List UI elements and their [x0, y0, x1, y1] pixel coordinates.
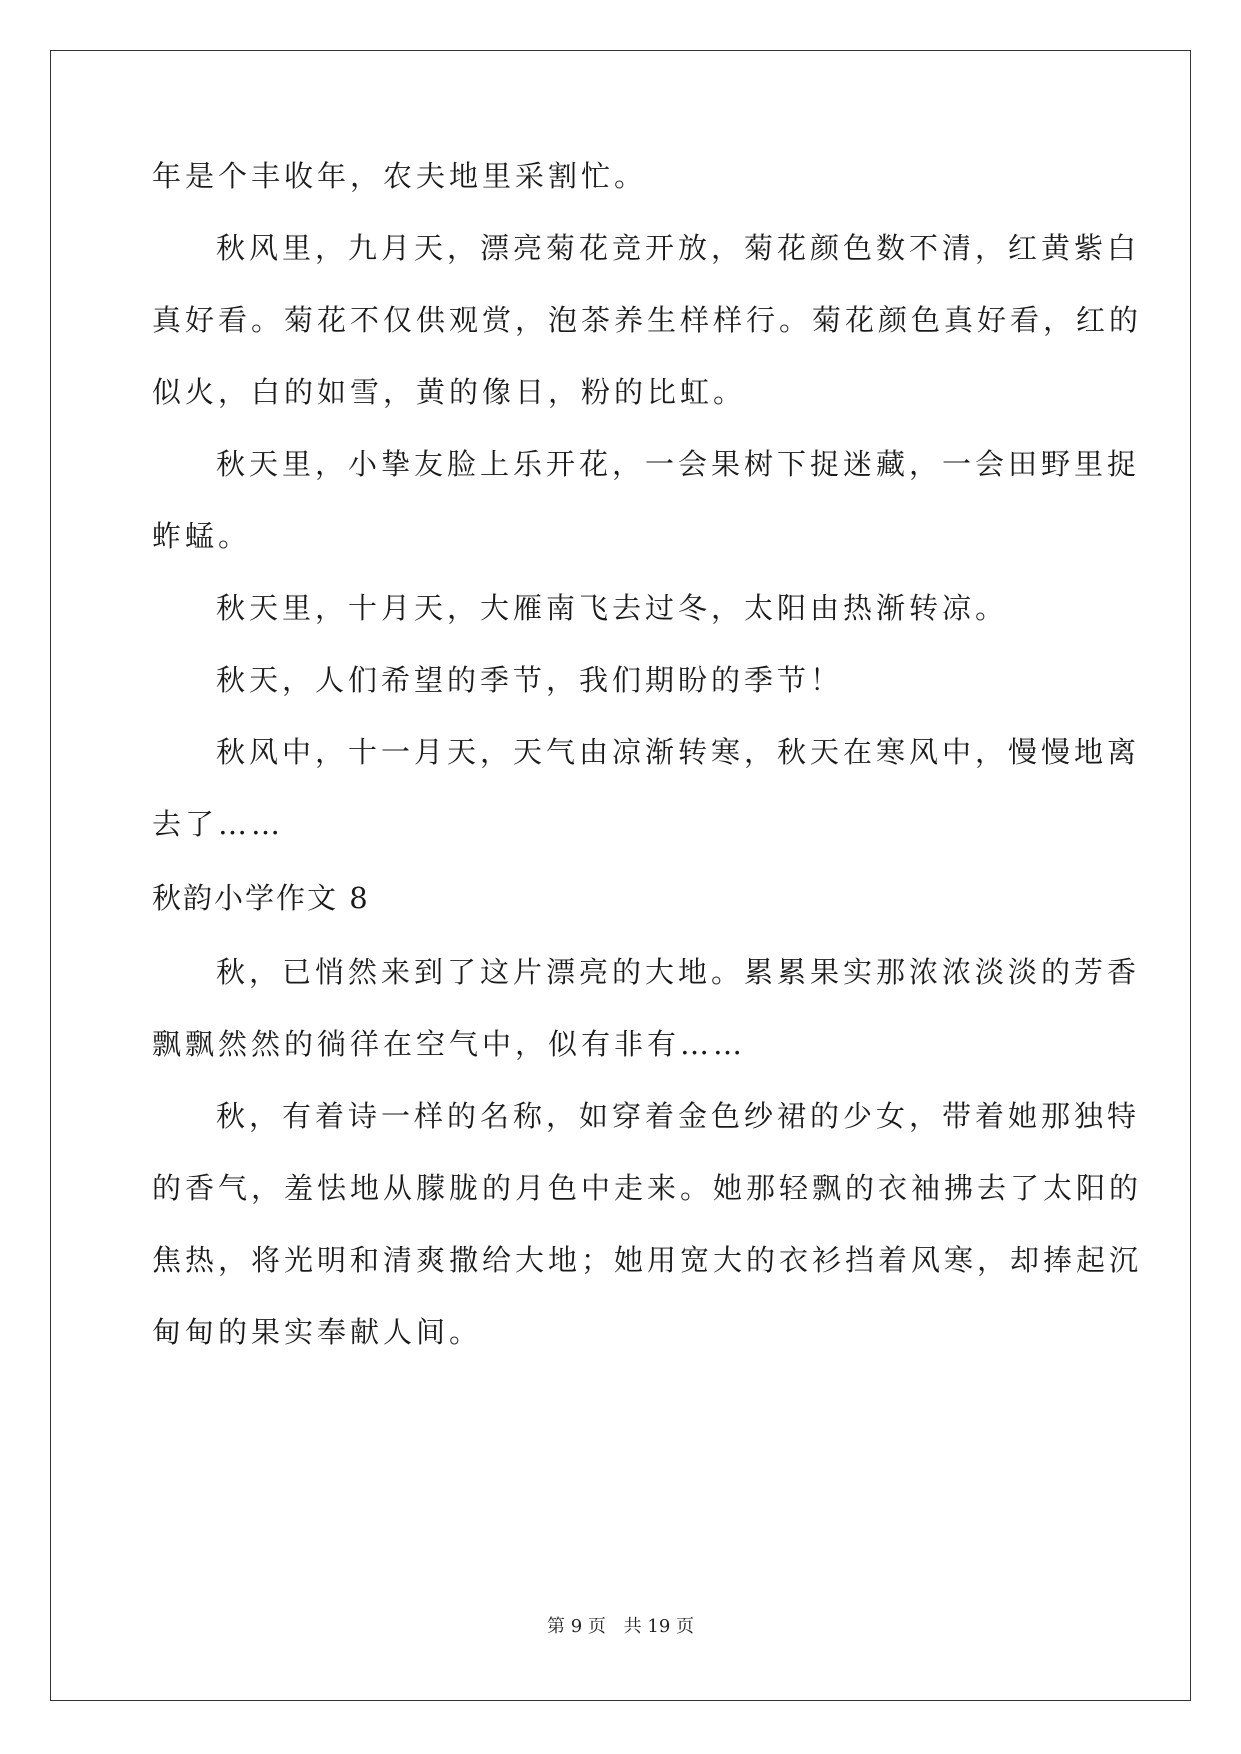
paragraph-start: 秋，有着诗一样的名称，如穿着金色纱裙的少女，带着她那独特: [216, 1099, 1141, 1133]
page-border: [50, 50, 1191, 1701]
text-line: 蚱蜢。: [152, 519, 252, 553]
page-footer: [0, 1612, 1241, 1638]
text-line: 甸甸的果实奉献人间。: [152, 1315, 483, 1349]
text-line: 年是个丰收年，农夫地里采割忙。: [152, 159, 648, 193]
paragraph-start: 秋天，人们希望的季节，我们期盼的季节！: [216, 663, 844, 697]
paragraph-start: 秋风里，九月天，漂亮菊花竞开放，菊花颜色数不清，红黄紫白: [216, 231, 1141, 265]
text-line: 真好看。菊花不仅供观赏，泡茶养生样样行。菊花颜色真好看，红的: [152, 303, 1143, 337]
paragraph-start: 秋风中，十一月天，天气由凉渐转寒，秋天在寒风中，慢慢地离: [216, 735, 1141, 769]
page-number: 第 9 页: [547, 1616, 606, 1637]
text-line: 去了……: [152, 807, 285, 841]
text-line: 焦热，将光明和清爽撒给大地；她用宽大的衣衫挡着风寒，却捧起沉: [152, 1243, 1143, 1277]
paragraph-start: 秋天里，十月天，大雁南飞去过冬，太阳由热渐转凉。: [216, 591, 1009, 625]
text-line: 的香气，羞怯地从朦胧的月色中走来。她那轻飘的衣袖拂去了太阳的: [152, 1171, 1143, 1205]
section-heading: 秋韵小学作文 8: [152, 881, 370, 915]
paragraph-start: 秋，已悄然来到了这片漂亮的大地。累累果实那浓浓淡淡的芳香: [216, 955, 1141, 989]
text-line: 飘飘然然的徜徉在空气中，似有非有……: [152, 1027, 747, 1061]
text-line: 似火，白的如雪，黄的像日，粉的比虹。: [152, 375, 747, 409]
paragraph-start: 秋天里，小挚友脸上乐开花，一会果树下捉迷藏，一会田野里捉: [216, 447, 1141, 481]
page-total: 共 19 页: [623, 1616, 694, 1637]
